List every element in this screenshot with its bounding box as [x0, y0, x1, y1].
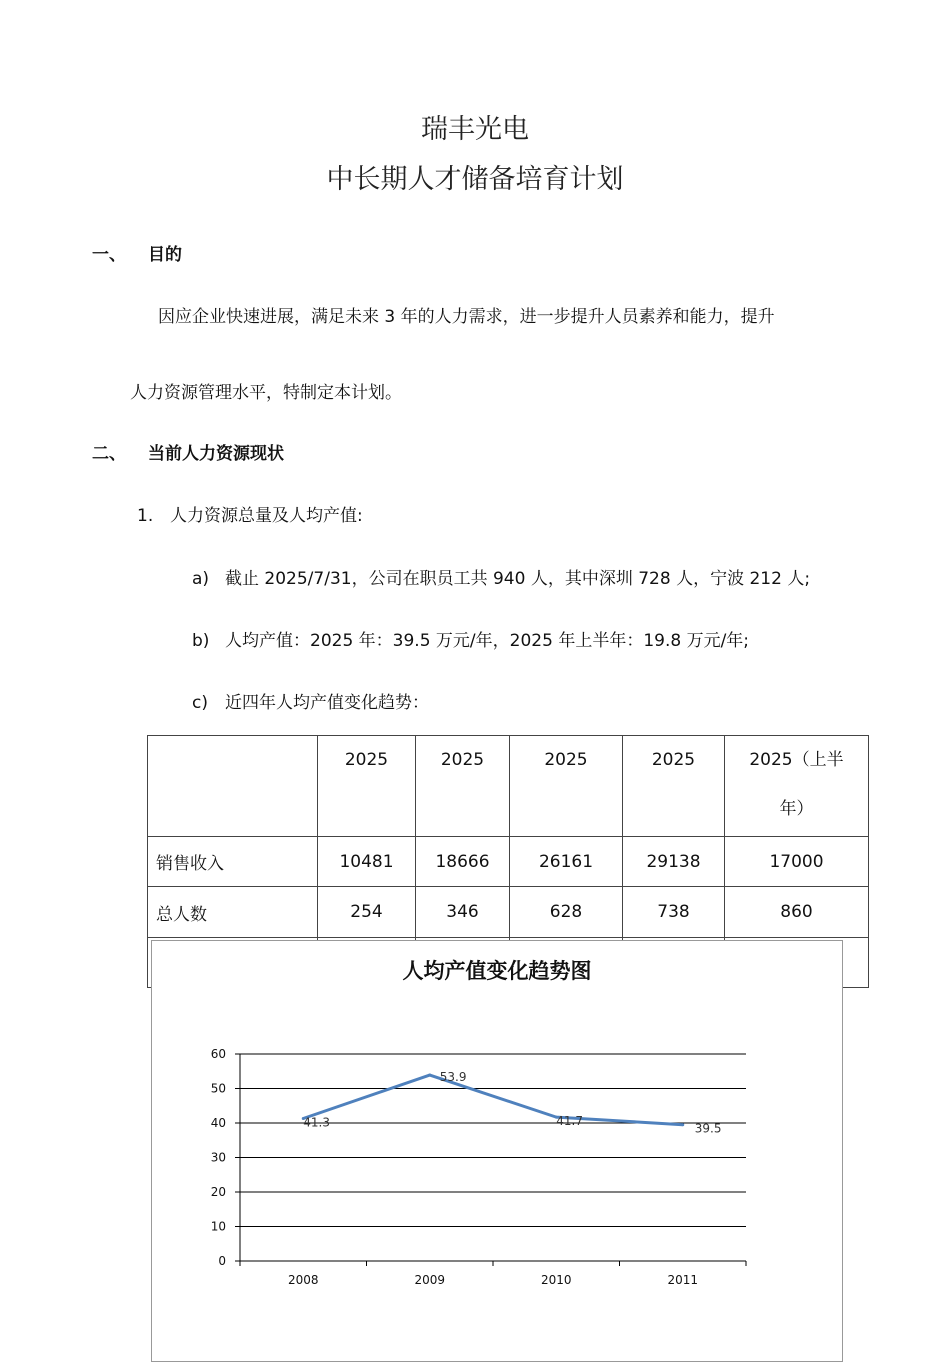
line-chart [152, 941, 842, 1361]
company-title: 瑞丰光电 [421, 114, 529, 145]
purpose-paragraph-line2: 人力资源管理水平，特制定本计划。 [130, 383, 402, 403]
sub-text: 截止 2025/7/31，公司在职员工共 940 人，其中深圳 728 人，宁波 212 人; [225, 569, 811, 589]
section-heading-purpose [92, 240, 182, 265]
chart-title: 人均产值变化趋势图 [402, 958, 592, 983]
data-point [428, 1074, 431, 1077]
table-header-cell: 2025 [510, 736, 623, 837]
section-title: 目的 [148, 245, 182, 265]
table-row [148, 887, 869, 938]
table-cell: 18666 [416, 837, 510, 887]
list-number: 1. [137, 506, 154, 526]
sub-item-a [192, 564, 810, 589]
data-label: 41.7 [556, 1114, 583, 1129]
table-cell: 254 [318, 887, 416, 938]
table-header-cell: 2025 [416, 736, 510, 837]
list-text: 人力资源总量及人均产值: [170, 506, 363, 526]
table-row-label: 销售收入 [148, 837, 318, 887]
y-tick-label: 40 [210, 1116, 226, 1130]
table-cell: 29138 [623, 837, 725, 887]
sub-label: b) [192, 631, 210, 651]
sub-text: 近四年人均产值变化趋势： [225, 693, 429, 713]
table-header-cell: 2025 [318, 736, 416, 837]
table-header-cell: 2025 [623, 736, 725, 837]
y-tick-label: 0 [218, 1254, 226, 1268]
document-title: 中长期人才储备培育计划 [326, 164, 624, 195]
sub-label: a) [192, 569, 210, 589]
table-cell: 628 [510, 887, 623, 938]
sub-item-b [192, 626, 749, 651]
table-cell: 26161 [510, 837, 623, 887]
purpose-paragraph-line1: 因应企业快速进展，满足未来 3 年的人力需求，进一步提升人员素养和能力，提升 [158, 307, 775, 327]
trend-chart [151, 940, 843, 1362]
table-cell: 738 [623, 887, 725, 938]
table-header-cell [148, 736, 318, 837]
y-tick-label: 10 [210, 1219, 226, 1234]
sub-item-c [192, 688, 429, 713]
series-line [303, 1075, 683, 1125]
section-title: 当前人力资源现状 [148, 444, 284, 464]
data-label: 41.3 [303, 1115, 330, 1130]
y-tick-label: 60 [210, 1047, 226, 1061]
table-row-label: 总人数 [148, 887, 318, 938]
x-tick-label: 2009 [414, 1273, 446, 1287]
table-cell: 10481 [318, 837, 416, 887]
y-tick-label: 30 [210, 1150, 226, 1165]
list-item-1 [137, 501, 363, 526]
x-tick-label: 2008 [287, 1273, 319, 1287]
data-label: 39.5 [694, 1121, 722, 1136]
table-header-row [148, 736, 869, 837]
table-cell: 17000 [725, 837, 869, 887]
table-cell: 346 [416, 887, 510, 938]
x-tick-label: 2011 [667, 1273, 699, 1287]
section-heading-status [92, 439, 284, 464]
y-tick-label: 50 [210, 1081, 226, 1096]
table-header-cell: 2025（上半 年） [725, 736, 869, 837]
data-point [681, 1123, 684, 1126]
section-number: 一、 [92, 245, 126, 265]
table-cell: 860 [725, 887, 869, 938]
x-tick-label: 2010 [540, 1273, 572, 1287]
sub-text: 人均产值：2025 年：39.5 万元/年，2025 年上半年：19.8 万元/年; [225, 631, 750, 651]
y-tick-label: 20 [210, 1185, 226, 1199]
data-label: 53.9 [439, 1070, 467, 1085]
sub-label: c) [192, 693, 208, 713]
section-number: 二、 [92, 444, 126, 464]
table-row [148, 837, 869, 887]
